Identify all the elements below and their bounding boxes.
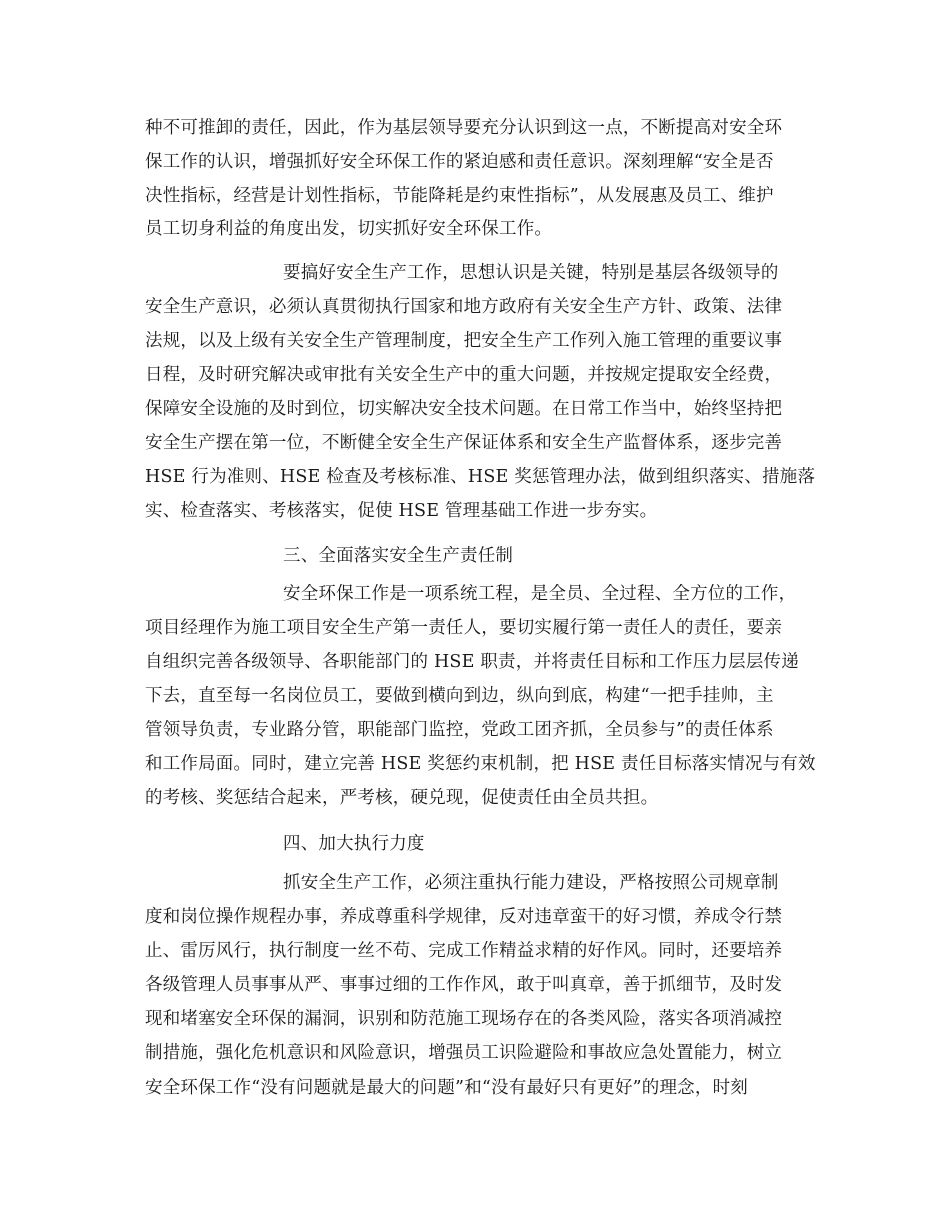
text-line: 保工作的认识，增强抓好安全环保工作的紧迫感和责任意识。深刻理解“安全是否 [145, 152, 774, 172]
text-line: 项目经理作为施工项目安全生产第一责任人，要切实履行第一责任人的责任，要亲 [145, 618, 783, 638]
text-line: 保障安全设施的及时到位，切实解决安全技术问题。在日常工作当中，始终坚持把 [145, 399, 783, 419]
text-line: 安全生产摆在第一位，不断健全安全生产保证体系和安全生产监督体系，逐步完善 [145, 433, 783, 453]
paragraph-first-line: 抓安全生产工作，必须注重执行能力建设，严格按照公司规章制 [283, 873, 779, 893]
text-line: 止、雷厉风行，执行制度一丝不苟、完成工作精益求精的好作风。同时，还要培养 [145, 941, 783, 961]
paragraph-first-line: 要搞好安全生产工作，思想认识是关键，特别是基层各级领导的 [283, 263, 779, 283]
text-line: 的考核、奖惩结合起来，严考核，硬兑现，促使责任由全员共担。 [145, 788, 659, 808]
text-line: 管领导负责，专业路分管，职能部门监控，党政工团齐抓，全员参与”的责任体系 [145, 720, 774, 740]
section-heading: 四、加大执行力度 [283, 834, 425, 854]
text-line: 安全生产意识，必须认真贯彻执行国家和地方政府有关安全生产方针、政策、法律 [145, 297, 783, 317]
text-line: 各级管理人员事事从严、事事过细的工作作风，敢于叫真章，善于抓细节，及时发 [145, 975, 783, 995]
section-heading: 三、全面落实安全生产责任制 [283, 546, 514, 566]
text-line: 法规，以及上级有关安全生产管理制度，把安全生产工作列入施工管理的重要议事 [145, 331, 783, 351]
text-line: 自组织完善各级领导、各职能部门的 HSE 职责，并将责任目标和工作压力层层传递 [145, 652, 799, 672]
text-line: 员工切身利益的角度出发，切实抓好安全环保工作。 [145, 219, 553, 239]
text-line: 现和堵塞安全环保的漏洞，识别和防范施工现场存在的各类风险，落实各项消减控 [145, 1009, 783, 1029]
text-line: 安全环保工作“没有问题就是最大的问题”和“没有最好只有更好”的理念，时刻 [145, 1078, 748, 1098]
text-line: 度和岗位操作规程办事，养成尊重科学规律，反对违章蛮干的好习惯，养成令行禁 [145, 907, 783, 927]
text-line: 下去，直至每一名岗位员工，要做到横向到边，纵向到底，构建“一把手挂帅，主 [145, 686, 774, 706]
text-line: HSE 行为准则、HSE 检查及考核标准、HSE 奖惩管理办法，做到组织落实、措施落 [145, 467, 816, 487]
text-line: 实、检查落实、考核落实，促使 HSE 管理基础工作进一步夯实。 [145, 501, 658, 521]
text-line: 种不可推卸的责任，因此，作为基层领导要充分认识到这一点，不断提高对安全环 [145, 118, 783, 138]
text-line: 决性指标，经营是计划性指标，节能降耗是约束性指标”，从发展惠及员工、维护 [145, 186, 774, 206]
text-line: 制措施，强化危机意识和风险意识，增强员工识险避险和事故应急处置能力，树立 [145, 1043, 783, 1063]
text-line: 和工作局面。同时，建立完善 HSE 奖惩约束机制，把 HSE 责任目标落实情况与有效 [145, 754, 816, 774]
paragraph-first-line: 安全环保工作是一项系统工程，是全员、全过程、全方位的工作， [283, 584, 797, 604]
text-line: 日程，及时研究解决或审批有关安全生产中的重大问题，并按规定提取安全经费， [145, 365, 783, 385]
